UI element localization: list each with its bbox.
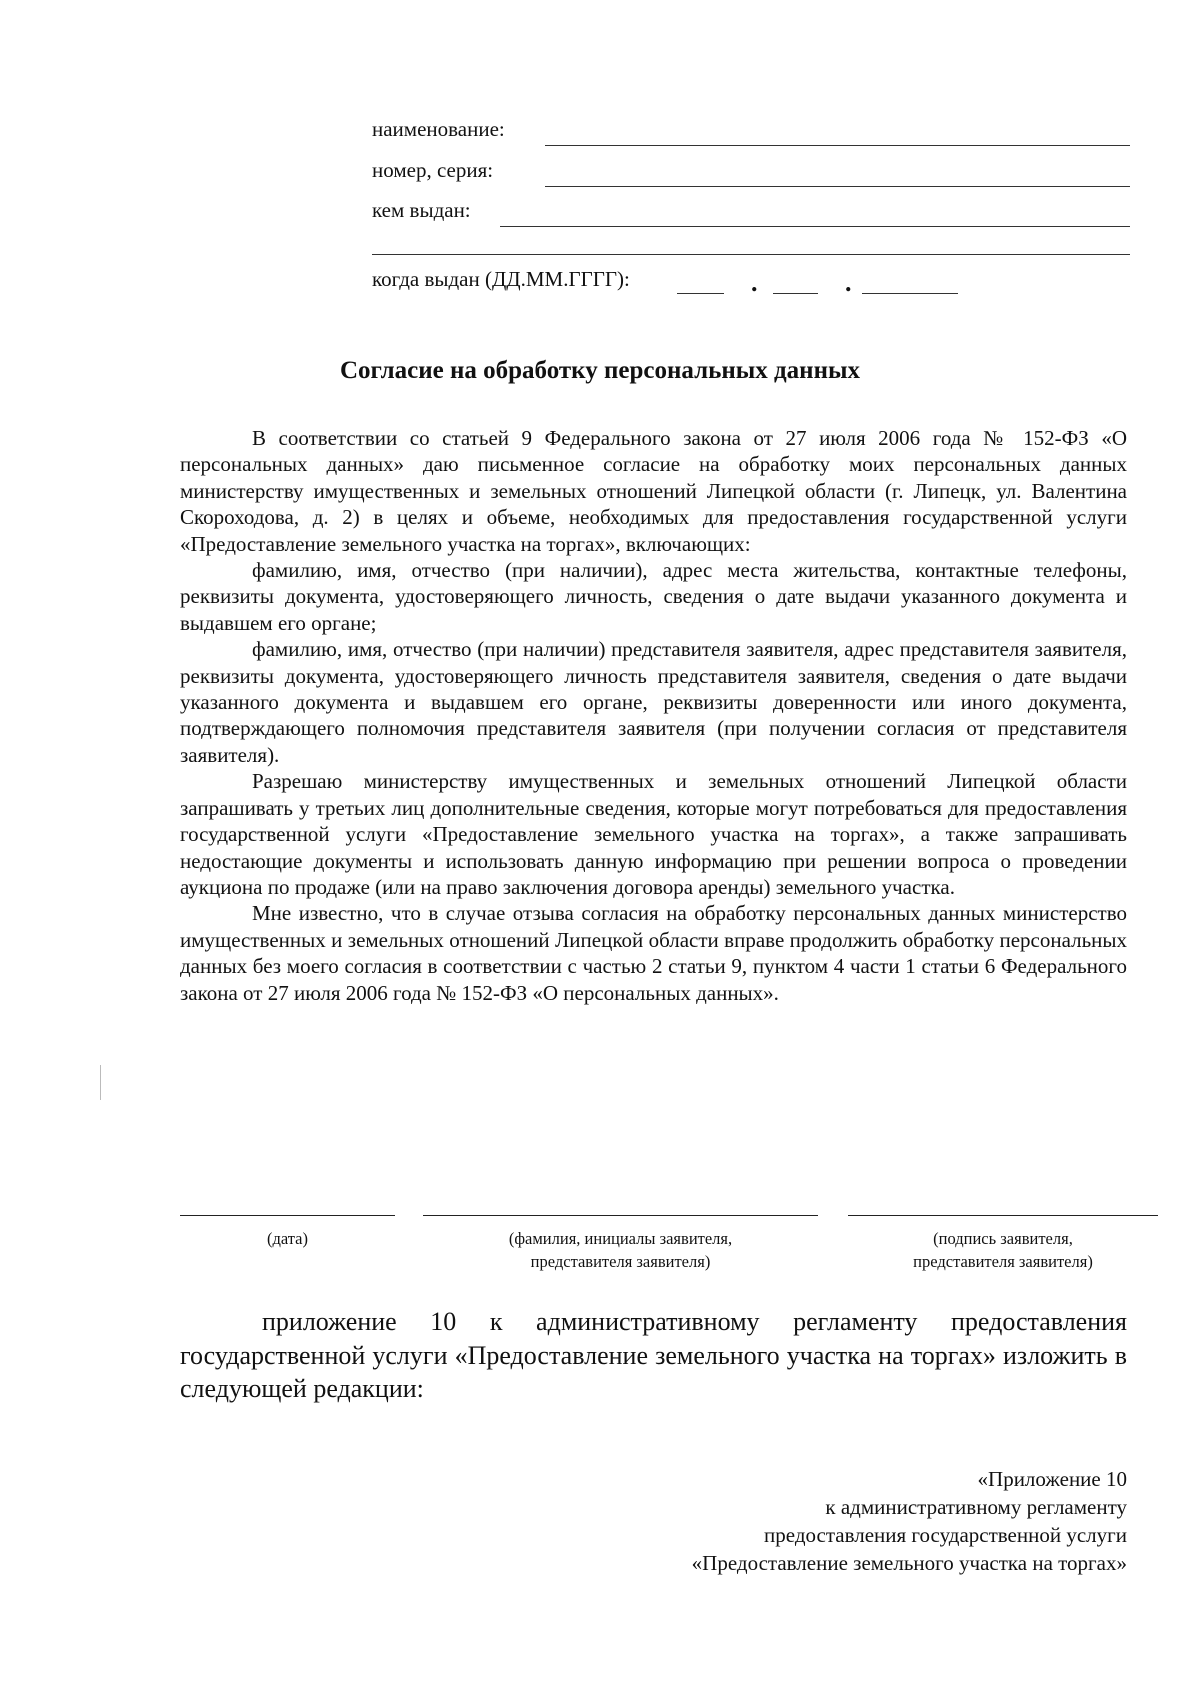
name-caption-line2: представителя заявителя): [530, 1252, 711, 1271]
amendment-paragraph: приложение 10 к административному регламенту предоставления государственной услуги «Предоставление земельного участка на торгах» изложить в следующей редакции:: [180, 1307, 1127, 1403]
issued-by-input-line-2[interactable]: [372, 254, 1130, 255]
consent-body: [180, 425, 1127, 1006]
doc-number-input-line[interactable]: [545, 186, 1130, 187]
scan-artifact: [100, 1065, 101, 1100]
issue-date-label: когда выдан (ДД.ММ.ГГГГ):: [372, 267, 630, 291]
consent-paragraph: Мне известно, что в случае отзыва согласия на обработку персональных данных министерство имущественных и земельных отношений Липецкой области вправе продолжить обработку персональных данных без моего согласия в соответствии с частью 2 статьи 9, пунктом 4 части 1 статьи 6 Федерального закона от 27 июля 2006 года № 152-ФЗ «О персональных данных».: [180, 901, 1127, 1005]
signature-name-caption: [423, 1227, 818, 1273]
signature-sign-caption: [848, 1227, 1158, 1273]
appendix-line: «Предоставление земельного участка на торгах»: [691, 1551, 1127, 1575]
doc-number-label: номер, серия:: [372, 158, 494, 182]
signature-date-caption: [180, 1227, 395, 1250]
document-title: Согласие на обработку персональных данных: [339, 357, 860, 384]
name-caption-line1: (фамилия, инициалы заявителя,: [508, 1229, 733, 1248]
consent-paragraph: фамилию, имя, отчество (при наличии) представителя заявителя, адрес представителя заявителя, реквизиты документа, удостоверяющего личность представителя заявителя, сведения о дате выдачи указанного документа и выдавшем его органе, реквизиты доверенности или иного документа, подтверждающего полномочия представителя заявителя (при получении согласия от представителя заявителя).: [180, 637, 1127, 767]
issue-date-day-line[interactable]: [677, 293, 724, 294]
issued-by-label: кем выдан:: [372, 198, 471, 222]
issue-date-year-line[interactable]: [862, 293, 958, 294]
doc-name-label: наименование:: [372, 117, 505, 141]
appendix-line: предоставления государственной услуги: [764, 1523, 1127, 1547]
consent-paragraph: Разрешаю министерству имущественных и земельных отношений Липецкой области запрашивать у третьих лиц дополнительные сведения, которые могут потребоваться для предоставления государственной услуги «Предоставление земельного участка на торгах», а также запрашивать недостающие документы и использовать данную информацию при решении вопроса о проведении аукциона по продаже (или на право заключения договора аренды) земельного участка.: [180, 769, 1127, 899]
signature-name-line[interactable]: [423, 1215, 818, 1216]
doc-name-input-line[interactable]: [545, 145, 1130, 146]
sign-caption-line1: (подпись заявителя,: [933, 1229, 1073, 1248]
appendix-header: [692, 1465, 1127, 1577]
date-separator: .: [751, 268, 758, 297]
sign-caption-line2: представителя заявителя): [913, 1252, 1093, 1271]
consent-paragraph: В соответствии со статьей 9 Федерального закона от 27 июля 2006 года № 152-ФЗ «О персональных данных» даю письменное согласие на обработку моих персональных данных министерству имущественных и земельных отношений Липецкой области (г. Липецк, ул. Валентина Скороходова, д. 2) в целях и объеме, необходимых для предоставления государственной услуги «Предоставление земельного участка на торгах», включающих:: [180, 426, 1127, 556]
amendment-text: [180, 1305, 1127, 1406]
signature-sign-line[interactable]: [848, 1215, 1158, 1216]
issued-by-input-line[interactable]: [500, 226, 1130, 227]
issue-date-month-line[interactable]: [773, 293, 818, 294]
date-caption-text: (дата): [266, 1229, 309, 1248]
date-separator: .: [845, 268, 852, 297]
signature-date-line[interactable]: [180, 1215, 395, 1216]
appendix-line: к административному регламенту: [825, 1495, 1127, 1519]
consent-paragraph: фамилию, имя, отчество (при наличии), адрес места жительства, контактные телефоны, реквизиты документа, удостоверяющего личность, сведения о дате выдачи указанного документа и выдавшем его органе;: [180, 558, 1127, 635]
appendix-line: «Приложение 10: [977, 1467, 1127, 1491]
